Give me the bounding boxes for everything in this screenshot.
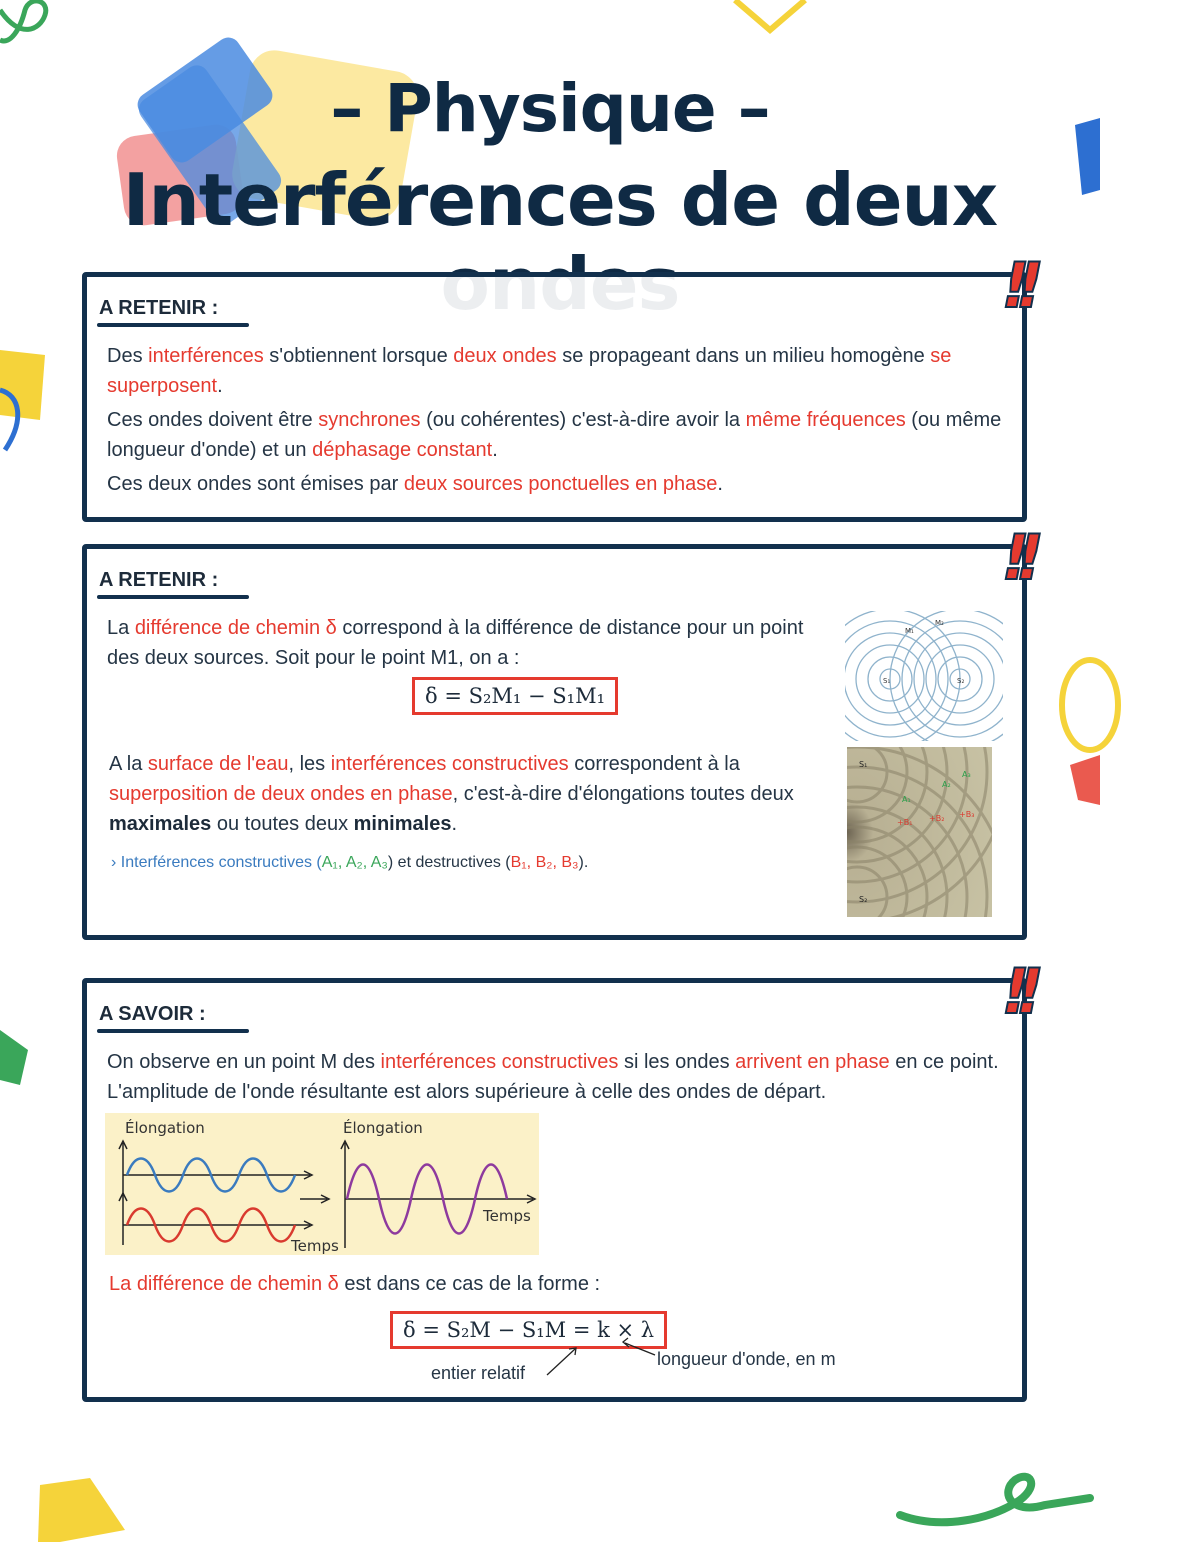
- photo-s2-label: S₂: [859, 895, 868, 904]
- yellow-ring-right: [1062, 660, 1118, 750]
- green-squiggle-bottom: [900, 1477, 1090, 1522]
- photo-a2-label: A₂: [942, 780, 951, 789]
- photo-s1-label: S₁: [859, 760, 868, 769]
- box1-paragraph-3: Ces deux ondes sont émises par deux sources ponctuelles en phase.: [107, 473, 723, 495]
- box3-paragraph-1: On observe en un point M des interférences constructives si les ondes arrivent en phase en ce point. L'amplitude de l'onde résultante est alors supérieure à celle des ondes de départ.: [107, 1051, 999, 1103]
- exclamation-icon: !!: [1001, 249, 1030, 322]
- left-y-axis-label: Élongation: [125, 1119, 205, 1137]
- label-underline: [97, 323, 249, 327]
- right-y-axis-label: Élongation: [343, 1119, 423, 1137]
- water-interference-photo: [847, 747, 992, 917]
- constructive-interference-formula: δ = S₂M − S₁M = k × λ: [390, 1311, 667, 1349]
- yellow-triangle-top: [735, 0, 805, 30]
- box1-paragraph-2: Ces ondes doivent être synchrones (ou cohérentes) c'est-à-dire avoir la même fréquences (ou même longueur d'onde) et un déphasage constant.: [107, 409, 1002, 461]
- box1-paragraph-1: Des interférences s'obtiennent lorsque deux ondes se propageant dans un milieu homogène se superposent.: [107, 345, 952, 397]
- know-box: [82, 955, 1030, 1402]
- point-m2-label: M₂: [935, 619, 944, 627]
- box-label: A RETENIR :: [99, 569, 219, 591]
- path-difference-formula: δ = S₂M₁ − S₁M₁: [412, 677, 618, 715]
- photo-b3-label: +B₃: [959, 810, 975, 819]
- concentric-waves-diagram: [845, 611, 1003, 741]
- label-underline: [97, 595, 249, 599]
- exclamation-icon: !!: [1001, 955, 1030, 1028]
- note-integer-k: entier relatif: [431, 1363, 526, 1383]
- retain-box-1: [82, 249, 1030, 522]
- figure-caption: › Interférences constructives (A₁, A₂, A₃) et destructives (B₁, B₂, B₃).: [111, 854, 589, 871]
- box-label: A SAVOIR :: [99, 1003, 206, 1025]
- yellow-shape-bottom: [38, 1478, 125, 1542]
- box2-paragraph-1: La différence de chemin δ correspond à la différence de distance pour un point des deux sources. Soit pour le point M1, on a :: [107, 617, 804, 669]
- left-x-axis-label: Temps: [291, 1237, 339, 1255]
- box-label: A RETENIR :: [99, 297, 219, 319]
- page-title: Interférences de deux: [122, 158, 998, 242]
- source-s1-label: S₁: [883, 677, 891, 685]
- right-x-axis-label: Temps: [483, 1207, 531, 1225]
- exclamation-icon: !!: [1001, 521, 1030, 594]
- photo-b2-label: +B₂: [929, 814, 945, 823]
- green-shape-left: [0, 1030, 28, 1085]
- photo-a1-label: A₁: [902, 795, 911, 804]
- photo-a3-label: A₃: [962, 770, 971, 779]
- box3-paragraph-2: La différence de chemin δ est dans ce cas de la forme :: [109, 1273, 601, 1295]
- retain-box-2: [82, 521, 1030, 940]
- source-s2-label: S₂: [957, 677, 965, 685]
- annotation-arrows: [87, 983, 1032, 1407]
- photo-b1-label: +B₁: [897, 818, 913, 827]
- yellow-shape-left: [0, 350, 45, 420]
- header-subject: – Physique –: [330, 70, 770, 147]
- box2-paragraph-2: A la surface de l'eau, les interférences constructives correspondent à la superposition de deux ondes en phase, c'est-à-dire d'élongations toutes deux maximales ou toutes deux minimales.: [109, 753, 794, 835]
- red-shape-right: [1070, 755, 1100, 805]
- green-squiggle-top-left: [0, 1, 46, 41]
- point-m1-label: M₁: [905, 627, 914, 635]
- note-wavelength: longueur d'onde, en m: [657, 1349, 836, 1369]
